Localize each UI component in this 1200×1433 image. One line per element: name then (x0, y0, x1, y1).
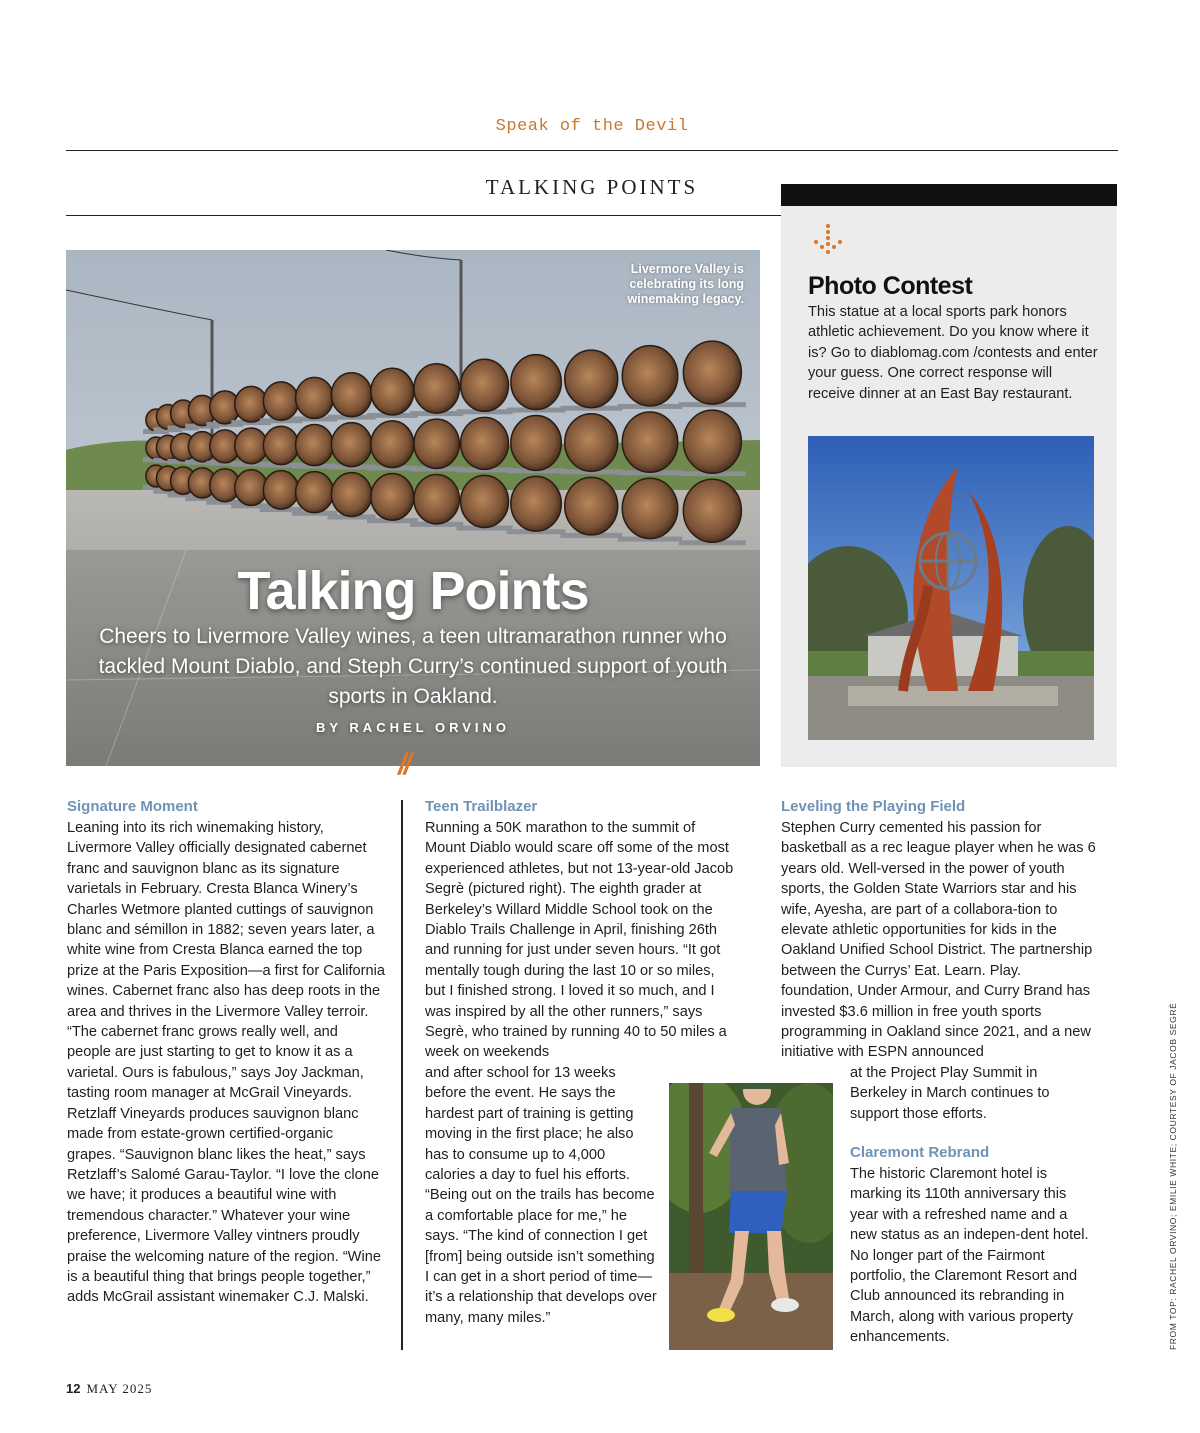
photo-contest-sidebar (781, 184, 1117, 767)
barrel (511, 476, 561, 531)
barrel (683, 410, 741, 473)
barrel (296, 424, 334, 465)
department-kicker: TALKING POINTS (485, 175, 699, 199)
barrel (263, 426, 298, 464)
contest-body: This statue at a local sports park honors athletic achievement. Do you know where it is? Go to diablomag.com /contests and enter your guess. One correct response will receive dinner at an East Bay restaurant. (808, 304, 1098, 402)
barrel (371, 474, 414, 521)
barrel (565, 414, 618, 472)
contest-title: Photo Contest (808, 272, 973, 300)
barrel (622, 412, 677, 472)
barrel (511, 355, 561, 410)
barrel (414, 419, 459, 468)
barrel (331, 473, 371, 517)
statue-image (808, 436, 1094, 740)
runner-photo (669, 1083, 833, 1350)
barrel (414, 474, 459, 523)
barrel (565, 477, 618, 535)
barrel (565, 350, 618, 408)
barrel (263, 471, 298, 509)
statue-photo (808, 436, 1094, 740)
kicker-rule (66, 215, 781, 216)
leveling-heading: Leveling the Playing Field (781, 798, 966, 815)
barrel (371, 421, 414, 468)
arrow-down-dotted-icon (811, 222, 845, 260)
barrel (622, 346, 677, 406)
barrel (371, 368, 414, 415)
claremont-heading: Claremont Rebrand (850, 1144, 990, 1161)
barrel (461, 417, 509, 469)
hero-title: Talking Points (237, 561, 589, 621)
hero-caption: Livermore Valley is celebrating its long winemaking legacy. (627, 262, 744, 306)
signature-body: Leaning into its rich winemaking history, Livermore Valley officially designated cabernet franc and sauvignon blanc as its signature varietals in February. Cresta Blanca Winery’s Charles Wetmore planted cuttings of sauvignon blanc and sémillon in 1882; seven years later, a white wine from Cresta Blanca earned the top prize at the Paris Exposition—a first for California wines. Cabernet franc also has deep roots in the area and thrives in the Livermore Valley terroir. “The cabernet franc grows really well, and people are just starting to get to know it as a varietal. Ours is fabulous,” says Joy Jackman, tasting room manager at McGrail Vineyards. Retzlaff Vineyards produces sauvignon blanc made from estate-grown certified-organic grapes. “Sauvignon blanc likes the heat,” says Retzlaff’s Salomé Garau-Taylor. “I love the clone we have; it produces a beautiful wine with tremendous character.” Whatever your wine preference, Livermore Valley vintners proudly praise the welcoming nature of the region. “Wine is a beautiful thing that brings people together,” adds McGrail assistant winemaker C.J. Malski. (67, 820, 385, 1306)
barrel (622, 478, 677, 538)
issue-date: MAY 2025 (86, 1381, 153, 1396)
runner-image (669, 1083, 833, 1350)
teen-body-top: Running a 50K marathon to the summit of Mount Diablo would scare off some of the most experienced athletes, but not 13-year-old Jacob Segrè (pictured right). The eighth grader at Berkeley’s Willard Middle School took on the Diablo Trails Challenge in April, finishing 26th and running for just under seven hours. “It got mentally tough during the last 10 or so miles, but I finished strong. I loved it so much, and I was inspired by all the other runners,” says Segrè, who trained by running 40 to 50 miles a week on weekends (425, 820, 734, 1061)
column-divider-1 (401, 800, 403, 1350)
barrel (414, 364, 459, 413)
leveling-body-top: Stephen Curry cemented his passion for basketball as a rec league player when he was 6 years old. Well-versed in the power of youth sports, the Golden State Warriors star and his wife, Ayesha, are part of a collabora-tion to elevate athletic opportunities for kids in the Oakland Unified School District. The partnership between the Currys’ Eat. Learn. Play. foundation, Under Armour, and Curry Brand has invested $3.6 million in free youth sports programming in Oakland since 2021, and a new initiative with ESPN announced (781, 820, 1096, 1061)
hero-byline: BY RACHEL ORVINO (315, 720, 511, 735)
page-number: 12 (66, 1381, 81, 1396)
section-tag: Speak of the Devil (495, 117, 689, 136)
hero-dek: Cheers to Livermore Valley wines, a teen ultramarathon runner who tackled Mount Diablo, and Steph Curry’s continued support of youth sports in Oakland. (98, 625, 728, 708)
leveling-body-bottom: at the Project Play Summit in Berkeley in March continues to support those efforts. (850, 1065, 1050, 1122)
barrel (235, 386, 268, 422)
sidebar-top-bar (781, 184, 1117, 206)
barrel (235, 470, 268, 506)
claremont-body: The historic Claremont hotel is marking its 110th anniversary this year with a refreshed name and a new status as an indepen-dent hotel. No longer part of the Fairmont portfolio, the Claremont Resort and Club announced its rebranding in March, along with various property enhancements. (850, 1166, 1089, 1346)
photo-credit: FROM TOP: RACHEL ORVINO; EMILIE WHITE; COURTESY OF JACOB SEGRÈ (1168, 1002, 1178, 1350)
hero-photo (66, 250, 760, 766)
page-folio (66, 1381, 152, 1397)
barrel (263, 382, 298, 420)
barrel (461, 475, 509, 527)
barrel (683, 479, 741, 542)
teen-heading: Teen Trailblazer (425, 798, 538, 815)
barrel (296, 472, 334, 513)
barrel (331, 423, 371, 467)
barrel (683, 341, 741, 404)
barrel (296, 377, 334, 418)
signature-heading: Signature Moment (67, 798, 198, 815)
barrel (331, 373, 371, 417)
barrel (461, 359, 509, 411)
accent-slash: // (398, 748, 409, 781)
teen-body-bottom: and after school for 13 weeks before the event. He says the hardest part of training is getting moving in the first place; he also has to consume up to 4,000 calories a day to fuel his efforts. “Being out on the trails has become a comfortable place for me,” he says. “The kind of connection I get [from] being outside isn’t something I can get in a short period of time—it’s a relationship that develops over many, many miles.” (425, 1065, 657, 1326)
barrel (511, 416, 561, 471)
header-rule (66, 150, 1118, 151)
